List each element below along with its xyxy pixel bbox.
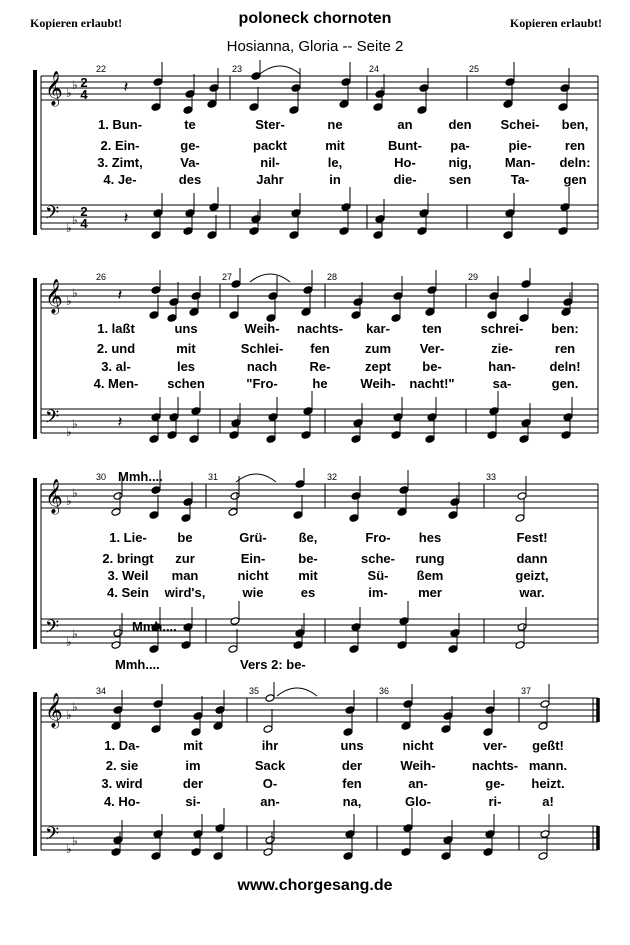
tenor-note [560,187,570,211]
measure-number: 34 [96,686,107,696]
lyric-verse-3: han- [488,359,516,374]
tenor-note [230,601,240,625]
lyric-verse-2: pie- [508,138,532,153]
lyric-verse-1: kar- [366,321,390,336]
bass-note [538,836,548,860]
svg-text:2: 2 [80,204,88,219]
soprano-note [443,696,453,720]
lyric-verse-4: 4. Sein [107,585,149,600]
lyric-verse-4: in [329,172,341,187]
soprano-note [485,690,495,714]
alto-note [149,495,159,519]
alto-note [249,87,259,111]
lyric-verse-3: deln! [549,359,581,374]
soprano-note [151,270,161,294]
lyric-verse-3: Va- [180,155,200,170]
lyric-verse-4: mer [418,585,442,600]
svg-text:4: 4 [80,216,88,231]
bass-note [213,836,223,860]
lyric-verse-2: ren [554,341,576,356]
lyric-verse-3: Ho- [394,155,416,170]
bass-clef-icon: 𝄢 [45,407,60,432]
treble-staff [41,484,598,508]
lyric-verse-3: ßem [416,568,444,583]
tenor-note [341,187,351,211]
mmh-annotation: Mmh.... [132,619,177,634]
lyric-verse-3: O- [262,776,278,791]
lyric-verse-2: ren [564,138,586,153]
lyric-verse-4: ri- [488,794,502,809]
measure-number: 27 [222,272,233,282]
lyric-verse-4: Weih- [360,376,396,391]
lyric-verse-3: nach [246,359,278,374]
lyric-verse-2: mit [325,138,345,153]
bass-note [425,419,435,443]
bass-note [266,419,276,443]
treble-clef-icon: 𝄞 [45,71,63,106]
tenor-note [118,412,123,431]
tenor-note [124,208,129,227]
tenor-note [191,391,201,415]
alto-note [263,709,273,733]
lyric-verse-1: nachts- [296,321,344,336]
soprano-note [353,282,363,306]
soprano-note [427,270,437,294]
soprano-note [345,690,355,714]
lyric-verse-4: na, [342,794,362,809]
lyric-verse-4: war. [519,585,545,600]
lyric-verse-1: ihr [261,738,279,753]
treble-clef-icon: 𝄞 [45,693,63,728]
soprano-note [215,690,225,714]
lyric-verse-2: Sack [254,758,286,773]
bass-note [151,215,161,239]
lyric-verse-1: ße, [298,530,318,545]
flat-icon: ♭ [66,708,72,722]
soprano-note [295,468,305,488]
lyric-verse-2: pa- [450,138,470,153]
bass-clef-icon: 𝄢 [45,824,60,849]
measure-number: 22 [96,64,107,74]
lyric-verse-3: nicht [237,568,269,583]
lyric-verse-1: te [184,117,196,132]
svg-text:4: 4 [80,87,88,102]
lyric-verse-4: nacht!" [409,376,455,391]
lyric-verse-3: les [176,359,196,374]
lyric-verse-2: Ver- [419,341,445,356]
lyric-verse-1: 1. Da- [104,738,140,753]
soprano-note [183,482,193,506]
alto-note [151,87,161,111]
lyric-verse-3: man [171,568,199,583]
lyric-verse-1: geßt! [532,738,564,753]
lyric-verse-2: im [185,758,201,773]
lyric-verse-1: ben: [551,321,579,336]
flat-icon: ♭ [72,417,78,431]
bass-clef-icon: 𝄢 [45,203,60,228]
bass-note [189,419,199,443]
soprano-note [185,74,195,98]
lyric-verse-3: geizt, [515,568,549,583]
lyric-verse-3: mit [298,568,318,583]
lyric-verse-2: Ein- [240,551,266,566]
lyric-verse-3: der [182,776,204,791]
footer-url[interactable]: www.chorgesang.de [237,877,393,894]
lyric-verse-2: zur [175,551,195,566]
lyric-verse-1: 1. laßt [97,321,135,336]
lyric-verse-2: be- [298,551,318,566]
flat-icon: ♭ [72,78,78,92]
lyric-verse-1: uns [174,321,198,336]
lyric-verse-1: ne [327,117,343,132]
bass-note [228,629,238,653]
system-bracket [35,478,41,649]
bass-note [349,629,359,653]
lyric-verse-2: packt [253,138,287,153]
lyric-verse-1: an [397,117,413,132]
lyric-verse-1: Fro- [365,530,391,545]
lyric-verse-1: ten [422,321,442,336]
bass-note [503,215,513,239]
lyric-verse-4: wie [242,585,264,600]
tenor-note [215,808,225,832]
tenor-note [209,187,219,211]
lyric-verse-1: Weih- [244,321,280,336]
lyric-verse-4: si- [185,794,201,809]
lyric-verse-3: zept [365,359,391,374]
soprano-note [169,282,179,306]
measure-number: 25 [469,64,480,74]
lyric-verse-2: ge- [180,138,200,153]
lyric-verse-4: gen. [551,376,579,391]
lyric-verse-4: Ta- [510,172,530,187]
lyric-verse-1: Schei- [500,117,540,132]
lyric-verse-3: ge- [485,776,505,791]
measure-number: 26 [96,272,107,282]
lyric-verse-4: die- [393,172,417,187]
soprano-note [450,482,460,506]
lyric-verse-4: a! [542,794,554,809]
lyric-verse-4: Glo- [405,794,431,809]
bass-note [149,419,159,443]
svg-text:2: 2 [80,75,88,90]
lyric-verse-2: zum [365,341,391,356]
lyric-verse-1: be [177,530,193,545]
soprano-note [403,684,413,708]
lyric-verse-1: nicht [402,738,434,753]
lyric-verse-3: deln: [559,155,591,170]
soprano-note [124,77,129,96]
lyric-verse-1: 1. Lie- [109,530,147,545]
lyric-verse-2: dann [516,551,548,566]
system-bracket [35,278,41,439]
lyric-verse-4: 4. Ho- [103,794,141,809]
lyric-verse-3: nig, [448,155,472,170]
treble-staff [41,284,598,308]
lyric-verse-2: fen [310,341,330,356]
lyric-verse-3: Sü- [367,568,389,583]
slur [250,274,290,282]
soprano-note [505,62,515,86]
soprano-note [113,690,123,714]
bass-clef-icon: 𝄢 [45,617,60,642]
lyric-verse-2: 2. Ein- [100,138,140,153]
measure-number: 36 [379,686,390,696]
soprano-note [303,270,313,294]
slur [277,688,317,696]
lyric-verse-4: Jahr [256,172,284,187]
svg-text:𝄽: 𝄽 [123,77,129,96]
flat-icon: ♭ [72,286,78,300]
bass-note [343,836,353,860]
soprano-note [153,684,163,708]
soprano-note [231,268,241,288]
measure-number: 37 [521,686,532,696]
lyric-verse-2: 2. bringt [102,551,154,566]
lyric-verse-3: le, [327,155,343,170]
lyric-verse-1: Fest! [516,530,548,545]
lyric-verse-1: uns [340,738,364,753]
lyric-verse-2: mit [176,341,196,356]
lyric-verse-3: fen [342,776,362,791]
alto-note [293,495,303,519]
lyric-verse-4: sen [448,172,472,187]
lyric-verse-1: Ster- [255,117,285,132]
lyric-verse-1: schrei- [480,321,524,336]
lyric-verse-4: gen [563,172,587,187]
flat-icon: ♭ [66,294,72,308]
lyric-verse-3: nil- [260,155,280,170]
svg-text:𝄽: 𝄽 [117,412,123,431]
flat-icon: ♭ [66,221,72,235]
measure-number: 33 [486,472,497,482]
mmh-annotation: Mmh.... [115,657,160,672]
flat-icon: ♭ [72,700,78,714]
measure-number: 29 [468,272,479,282]
alto-note [229,295,239,319]
page-subtitle: Hosianna, Gloria -- Seite 2 [226,38,404,55]
svg-text:𝄽: 𝄽 [123,208,129,227]
tenor-note [303,391,313,415]
soprano-note [560,68,570,92]
soprano-note [191,276,201,300]
lyric-verse-2: 2. und [96,341,136,356]
tenor-note [489,391,499,415]
soprano-note [268,276,278,300]
flat-icon: ♭ [72,627,78,641]
lyric-verse-3: heizt. [531,776,565,791]
lyric-verse-4: 4. Men- [93,376,139,391]
system-bracket [35,692,41,856]
soprano-note [517,476,527,500]
flat-icon: ♭ [72,834,78,848]
lyric-verse-3: be- [422,359,442,374]
soprano-note [419,68,429,92]
alto-note [149,295,159,319]
soprano-note [251,60,261,80]
time-signature-bass [80,204,88,231]
lyric-verse-1: mit [183,738,203,753]
soprano-note [393,276,403,300]
lyric-verse-4: 4. Je- [103,172,137,187]
measure-number: 24 [369,64,380,74]
measure-number: 30 [96,472,107,482]
bass-staff [41,619,598,643]
lyric-verse-4: des [178,172,202,187]
bass-note [207,215,217,239]
soprano-note [489,276,499,300]
lyric-verse-2: Bunt- [388,138,422,153]
soprano-note [153,62,163,86]
treble-clef-icon: 𝄞 [45,279,63,314]
tenor-note [403,808,413,832]
lyric-verse-2: 2. sie [105,758,139,773]
lyric-verse-1: ben, [561,117,589,132]
lyric-verse-1: Grü- [239,530,267,545]
lyric-verse-2: Weih- [400,758,436,773]
measure-number: 23 [232,64,243,74]
soprano-note [265,682,275,702]
bass-note [289,215,299,239]
system-1 [0,60,630,270]
lyric-verse-4: "Fro- [246,376,278,391]
soprano-note [209,68,219,92]
soprano-note [351,476,361,500]
slur [260,66,300,74]
lyric-verse-1: den [448,117,472,132]
mmh-annotation: Mmh.... [118,469,163,484]
slur [236,474,276,482]
lyric-verse-2: Schlei- [240,341,284,356]
flat-icon: ♭ [66,635,72,649]
bass-staff [41,409,598,433]
time-signature-treble [80,75,88,102]
lyric-verse-3: Re- [309,359,331,374]
soprano-note [563,282,573,306]
measure-number: 28 [327,272,338,282]
lyric-verse-4: schen [167,376,205,391]
lyric-verse-3: an- [408,776,428,791]
soprano-note [118,285,123,304]
measure-number: 32 [327,472,338,482]
lyric-verse-1: hes [418,530,442,545]
soprano-note [521,268,531,288]
copy-note-left: Kopieren erlaubt! [30,16,123,30]
soprano-note [399,470,409,494]
lyric-verse-4: es [300,585,316,600]
bass-staff [41,826,598,850]
lyric-verse-3: 3. wird [101,776,143,791]
verse-2-annotation: Vers 2: be- [240,657,306,672]
lyric-verse-3: Man- [504,155,536,170]
flat-icon: ♭ [66,86,72,100]
copy-note-right: Kopieren erlaubt! [509,16,602,30]
svg-text:𝄽: 𝄽 [117,285,123,304]
lyric-verse-2: zie- [491,341,513,356]
lyric-verse-2: rung [415,551,445,566]
flat-icon: ♭ [66,425,72,439]
lyric-verse-4: im- [368,585,388,600]
lyric-verse-4: sa- [492,376,512,391]
tenor-note [399,601,409,625]
lyric-verse-3: 3. Weil [107,568,149,583]
lyric-verse-2: der [341,758,363,773]
lyric-verse-1: 1. Bun- [97,117,143,132]
soprano-note [193,696,203,720]
treble-staff [41,698,598,722]
soprano-note [341,62,351,86]
soprano-note [540,684,550,708]
lyric-verse-2: nachts- [471,758,519,773]
system-bracket [35,70,41,235]
flat-icon: ♭ [66,842,72,856]
lyric-verse-2: sche- [361,551,395,566]
measure-number: 31 [208,472,219,482]
alto-note [151,709,161,733]
bass-note [151,836,161,860]
lyric-verse-3: 3. al- [101,359,131,374]
lyric-verse-4: wird's, [164,585,206,600]
flat-icon: ♭ [72,486,78,500]
soprano-note [375,74,385,98]
treble-clef-icon: 𝄞 [45,479,63,514]
page-title: poloneck chornoten [238,10,392,27]
lyric-verse-4: an- [260,794,280,809]
lyric-verse-3: 3. Zimt, [97,155,143,170]
flat-icon: ♭ [66,494,72,508]
lyric-verse-4: he [312,376,328,391]
lyric-verse-1: ver- [483,738,507,753]
flat-icon: ♭ [72,213,78,227]
lyric-verse-2: mann. [528,758,568,773]
measure-number: 35 [249,686,260,696]
